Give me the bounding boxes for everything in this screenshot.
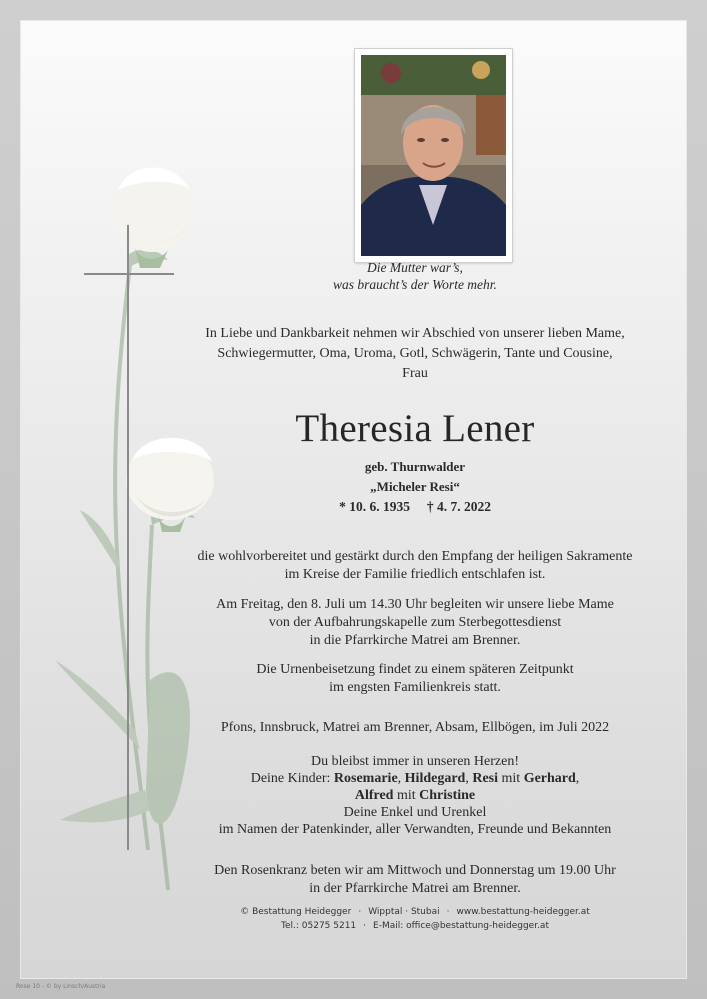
footer-company: © Bestattung Heidegger: [240, 907, 352, 917]
funeral-line-1: Am Freitag, den 8. Juli um 14.30 Uhr begleiten wir unsere liebe Mame: [216, 597, 614, 612]
footer-email[interactable]: E-Mail: office@bestattung-heidegger.at: [373, 921, 549, 931]
child-name: Alfred: [354, 788, 394, 803]
intro-text: [190, 324, 640, 384]
deceased-name: Theresia Lener: [295, 407, 535, 450]
grandchildren-line: Deine Enkel und Urenkel: [343, 805, 487, 820]
footer-line-2: Tel.: 05275 5211 · E-Mail: office@bestattung-heidegger.at: [281, 921, 549, 931]
family-block: [190, 753, 640, 838]
children-line: Deine Kinder: Rosemarie, Hildegard, Resi mit Gerhard,: [250, 771, 580, 786]
children-line-2: [190, 787, 640, 804]
rosary-line-2: in der Pfarrkirche Matrei am Brenner.: [309, 881, 521, 896]
urn-line-2: im engsten Familienkreis statt.: [329, 680, 501, 695]
urn-line-1: Die Urnenbeisetzung findet zu einem späteren Zeitpunkt: [256, 662, 574, 677]
with-word: mit: [501, 771, 521, 786]
partner-name: Gerhard: [523, 771, 576, 786]
child-name: Rosemarie: [333, 771, 398, 786]
footer-website[interactable]: www.bestattung-heidegger.at: [456, 907, 590, 917]
with-word: mit: [396, 788, 416, 803]
death-date: 4. 7. 2022: [436, 499, 491, 514]
footer-phone: Tel.: 05275 5211: [281, 921, 357, 931]
godchildren-line: im Namen der Patenkinder, aller Verwandten, Freunde und Bekannten: [218, 822, 612, 837]
child-name: Resi: [472, 771, 499, 786]
cross-vertical-bar: [127, 225, 129, 850]
life-dates: [190, 497, 640, 516]
quote-line-2: was braucht’s der Worte mehr.: [333, 277, 497, 292]
partner-name: Christine: [419, 788, 476, 803]
funeral-line-3: in die Pfarrkirche Matrei am Brenner.: [309, 633, 521, 648]
place-date: Pfons, Innsbruck, Matrei am Brenner, Absam, Ellbögen, im Juli 2022: [220, 720, 610, 735]
family-line-1: Du bleibst immer in unseren Herzen!: [311, 754, 519, 769]
birth-symbol: *: [339, 499, 346, 514]
image-credit: Rose 10 - © by Linsch/Austria: [16, 983, 106, 990]
birth-date: 10. 6. 1935: [349, 499, 410, 514]
cross-horizontal-bar: [84, 273, 174, 275]
footer-region: Wipptal · Stubai: [368, 907, 440, 917]
intro-line-3: Frau: [402, 366, 428, 381]
funeral-line-2: von der Aufbahrungskapelle zum Sterbegottesdienst: [268, 615, 562, 630]
sacraments-line-1: die wohlvorbereitet und gestärkt durch den Empfang der heiligen Sakramente: [197, 549, 633, 564]
portrait-photo: [361, 55, 506, 256]
quote: [190, 259, 640, 293]
birth-name: geb. Thurnwalder: [364, 459, 466, 474]
intro-line-2: Schwiegermutter, Oma, Uroma, Gotl, Schwägerin, Tante und Cousine,: [217, 346, 613, 361]
urn-paragraph: [190, 661, 640, 697]
nickname: „Micheler Resi“: [370, 479, 460, 494]
footer-line-1: © Bestattung Heidegger · Wipptal · Stubai · www.bestattung-heidegger.at: [240, 907, 590, 917]
children-prefix: Deine Kinder:: [250, 771, 331, 786]
child-name: Hildegard: [404, 771, 466, 786]
quote-line-1: Die Mutter war’s,: [367, 260, 463, 275]
death-symbol: †: [426, 499, 434, 514]
sacraments-line-2: im Kreise der Familie friedlich entschlafen ist.: [284, 567, 546, 582]
intro-line-1: In Liebe und Dankbarkeit nehmen wir Abschied von unserer lieben Mame,: [205, 326, 625, 341]
rosary-paragraph: [190, 862, 640, 898]
funeral-paragraph: [190, 596, 640, 650]
portrait-frame: [355, 49, 512, 262]
rosary-line-1: Den Rosenkranz beten wir am Mittwoch und Donnerstag um 19.00 Uhr: [214, 863, 616, 878]
sacraments-paragraph: [190, 548, 640, 584]
footer: [190, 905, 640, 933]
